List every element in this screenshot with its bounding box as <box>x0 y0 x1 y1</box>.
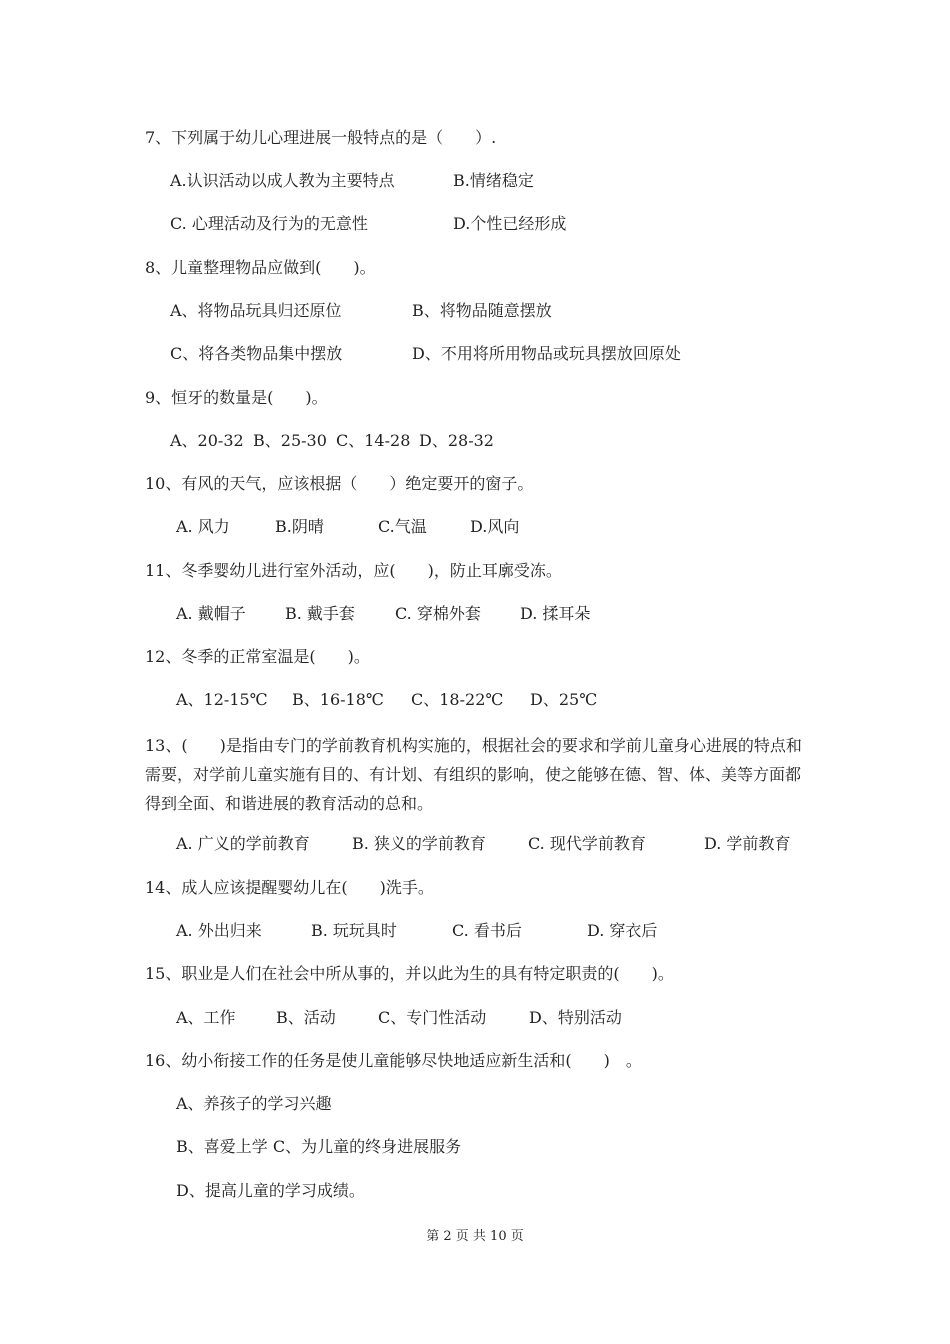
question-8-option-c: C、将各类物品集中摆放 <box>170 344 343 363</box>
question-12-option-c: C、18-22℃ <box>411 690 504 709</box>
question-9-option-a: A、20-32 <box>170 431 244 450</box>
question-15-option-a: A、工作 <box>176 1008 236 1027</box>
question-7-option-c: C. 心理活动及行为的无意性 <box>170 214 368 233</box>
question-16-option-a: A、养孩子的学习兴趣 <box>176 1094 332 1113</box>
question-7-option-b: B.情绪稳定 <box>453 171 534 190</box>
question-7-stem: 7、下列属于幼儿心理进展一般特点的是（ ）. <box>145 128 497 147</box>
question-11-option-b: B. 戴手套 <box>285 604 355 623</box>
question-15-option-d: D、特别活动 <box>529 1008 622 1027</box>
question-13-option-c: C. 现代学前教育 <box>528 834 646 853</box>
question-16-option-b: B、喜爱上学 C、为儿童的终身进展服务 <box>176 1137 462 1156</box>
question-10-option-a: A. 风力 <box>176 517 230 536</box>
question-12-option-a: A、12-15℃ <box>176 690 268 709</box>
question-14-option-a: A. 外出归来 <box>176 921 262 940</box>
question-11-stem: 11、冬季婴幼儿进行室外活动，应( )，防止耳廓受冻。 <box>145 561 562 580</box>
question-9-option-d: D、28-32 <box>419 431 494 450</box>
question-11-option-c: C. 穿棉外套 <box>395 604 481 623</box>
question-16-option-d: D、提高儿童的学习成绩。 <box>176 1181 365 1200</box>
question-8-option-d: D、不用将所用物品或玩具摆放回原处 <box>412 344 681 363</box>
question-12-option-b: B、16-18℃ <box>292 690 384 709</box>
question-9-stem: 9、恒牙的数量是( )。 <box>145 388 328 407</box>
page-footer: 第 2 页 共 10 页 <box>426 1229 524 1244</box>
question-16-stem: 16、幼小衔接工作的任务是使儿童能够尽快地适应新生活和( ) 。 <box>145 1051 642 1070</box>
question-15-option-b: B、活动 <box>276 1008 336 1027</box>
question-12-option-d: D、25℃ <box>530 690 598 709</box>
question-15-option-c: C、专门性活动 <box>378 1008 487 1027</box>
question-11-option-d: D. 揉耳朵 <box>520 604 591 623</box>
question-8-stem: 8、儿童整理物品应做到( )。 <box>145 258 376 277</box>
question-13-stem: 13、( )是指由专门的学前教育机构实施的，根据社会的要求和学前儿童身心进展的特点和需要，对学前儿童实施有目的、有计划、有组织的影响，使之能够在德、智、体、美等方面都得到全面、和谐进展的教育活动的总和。 <box>145 736 802 813</box>
question-14-option-b: B. 玩玩具时 <box>311 921 397 940</box>
question-10-option-d: D.风向 <box>470 517 520 536</box>
question-13-option-b: B. 狭义的学前教育 <box>352 834 486 853</box>
question-10-stem: 10、有风的天气，应该根据（ ）绝定要开的窗子。 <box>145 474 534 493</box>
question-7-option-a: A.认识活动以成人教为主要特点 <box>170 171 395 190</box>
question-10-option-c: C.气温 <box>378 517 427 536</box>
question-11-option-a: A. 戴帽子 <box>176 604 246 623</box>
question-12-stem: 12、冬季的正常室温是( )。 <box>145 647 370 666</box>
question-8-option-b: B、将物品随意摆放 <box>412 301 552 320</box>
question-14-option-c: C. 看书后 <box>452 921 522 940</box>
question-10-option-b: B.阴晴 <box>275 517 324 536</box>
question-9-option-c: C、14-28 <box>336 431 411 450</box>
question-13-option-d: D. 学前教育 <box>704 834 791 853</box>
question-14-stem: 14、成人应该提醒婴幼儿在( )洗手。 <box>145 878 434 897</box>
question-14-option-d: D. 穿衣后 <box>587 921 658 940</box>
question-9-option-b: B、25-30 <box>253 431 327 450</box>
question-13-option-a: A. 广义的学前教育 <box>176 834 310 853</box>
question-7-option-d: D.个性已经形成 <box>453 214 567 233</box>
question-8-option-a: A、将物品玩具归还原位 <box>170 301 342 320</box>
question-15-stem: 15、职业是人们在社会中所从事的，并以此为生的具有特定职责的( )。 <box>145 964 674 983</box>
